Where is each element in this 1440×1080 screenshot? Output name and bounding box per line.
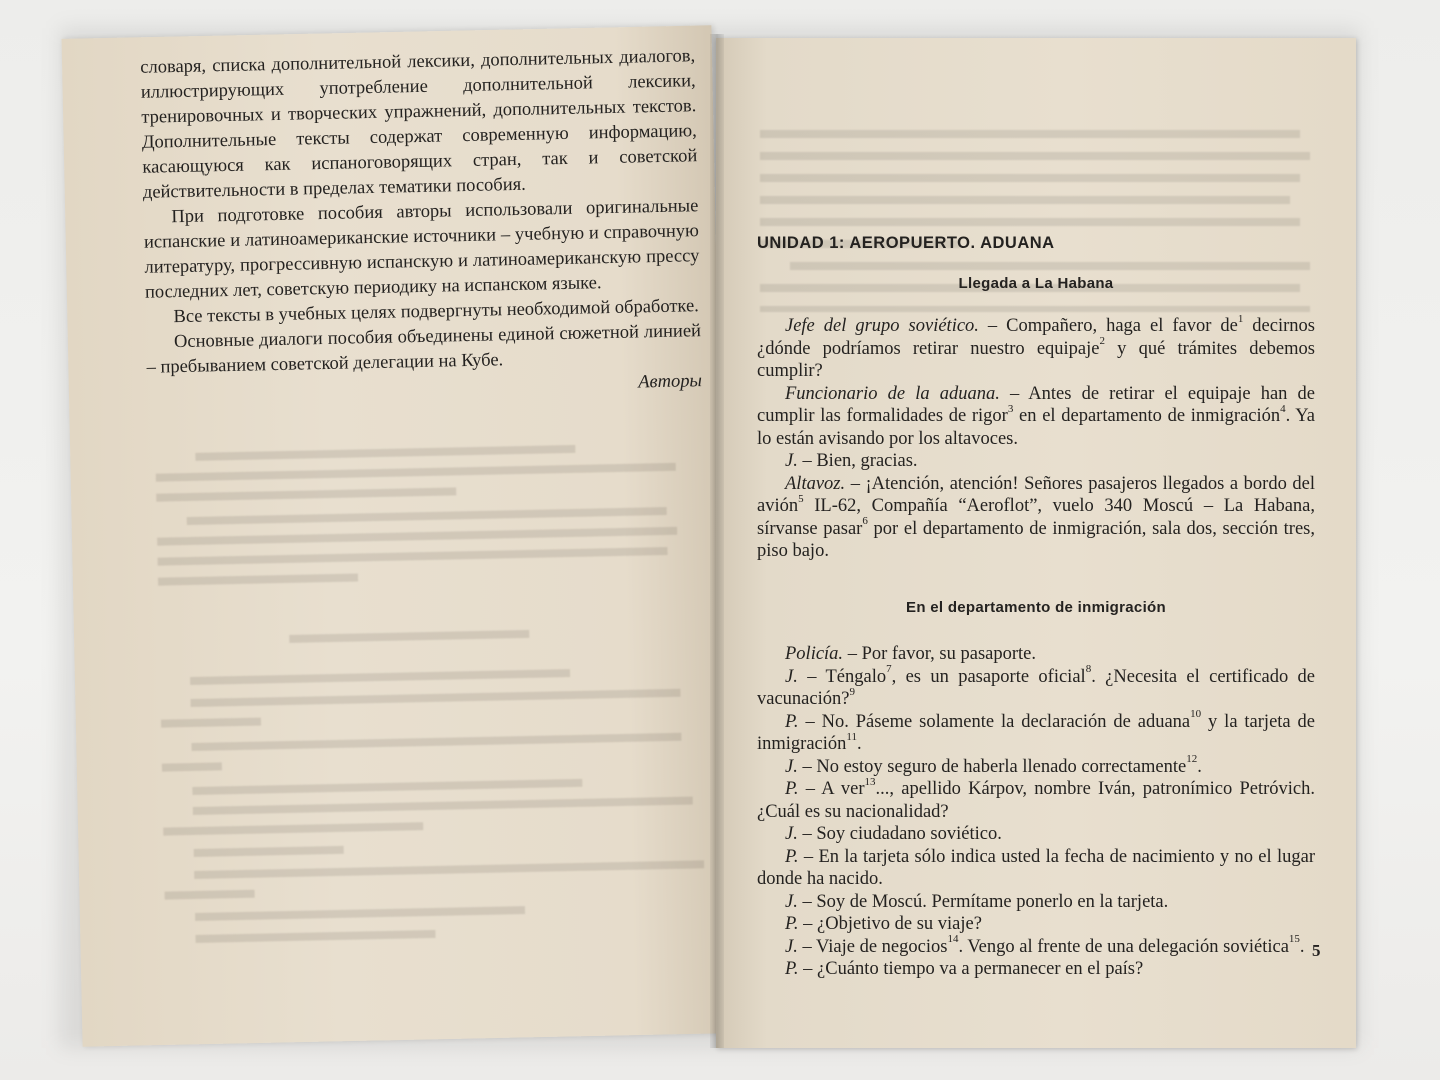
dialogue-line	[757, 708, 1315, 756]
line-text: – Bien, gracias.	[797, 451, 918, 471]
speaker-label: J.	[785, 756, 798, 777]
dialogue-line	[757, 473, 1315, 563]
dialogue-line	[757, 312, 1315, 383]
line-text: .	[1299, 936, 1305, 957]
speaker-label: Altavoz.	[785, 473, 846, 494]
footnote-marker: 13	[864, 775, 876, 788]
line-text: .	[1197, 756, 1202, 777]
line-text: ..., apellido Kárpov, nombre Iván, patronímico Petróvich. ¿Cuál es su nacionalidad?	[757, 779, 1315, 822]
dialogue-line	[757, 775, 1315, 823]
line-text: . ¿Necesita el certificado de vacunación?	[757, 666, 1316, 709]
dialogue-line	[757, 933, 1315, 959]
dialogue-line	[757, 643, 1315, 666]
right-page-text	[757, 226, 1315, 981]
footnote-marker: 10	[1190, 708, 1202, 721]
line-text: – Antes de retirar el equipaje han de cumplir las formalidades de rigor	[757, 383, 1315, 426]
bleed-through-texture-left	[155, 436, 706, 957]
book-gutter	[710, 34, 724, 1048]
line-text: – Compañero, haga el favor de	[978, 316, 1238, 336]
section-title-immigration: En el departamento de inmigración	[906, 598, 1166, 616]
line-text: – Viaje de negocios	[797, 936, 948, 957]
left-paragraph-4: Основные диалоги пособия объединены единой сюжетной линией – пребыванием советской делегации на Кубе.	[146, 321, 702, 378]
line-text: – Por favor, su pasaporte.	[843, 644, 1037, 664]
speaker-label: Policía.	[785, 644, 844, 664]
footnote-marker: 14	[947, 933, 959, 946]
speaker-label: P.	[785, 914, 799, 934]
line-text: decirnos ¿dónde podríamos retirar nuestro equipaje	[757, 316, 1315, 359]
footnote-marker: 2	[1099, 335, 1105, 348]
speaker-label: P.	[785, 846, 799, 867]
speaker-label: Jefe del grupo soviético.	[785, 316, 979, 336]
line-text: por el departamento de inmigración, sala dos, sección tres, piso bajo.	[757, 518, 1316, 561]
line-text: . Vengo al frente de una delegación soviética	[958, 936, 1289, 957]
speaker-label: P.	[785, 711, 799, 732]
line-text: y qué trámites debemos cumplir?	[757, 338, 1315, 381]
dialogue-arrival	[757, 312, 1316, 563]
left-paragraph-1: словаря, списка дополнительной лексики, дополнительных диалогов, иллюстрирующих употребление дополнительной лексики, тренировочных и творческих упражнений, дополнительных текстов. Дополнительные тексты содержат современную информацию, касающуюся как испаноговорящих стран, так и советской действительности в пределах тематики пособия.	[140, 46, 698, 203]
footnote-marker: 8	[1085, 663, 1092, 676]
left-paragraph-3: Все тексты в учебных целях подвергнуты необходимой обработке.	[173, 296, 700, 328]
dialogue-line	[757, 913, 1315, 936]
dialogue-line	[757, 846, 1315, 891]
line-text: – No. Páseme solamente la declaración de aduana	[798, 711, 1191, 732]
line-text: – Téngalo	[797, 666, 887, 687]
dialogue-line	[757, 958, 1315, 981]
dialogue-line	[757, 891, 1315, 914]
dialogue-line	[757, 383, 1315, 451]
line-text: .	[857, 734, 862, 754]
speaker-label: J.	[785, 936, 798, 957]
line-text: – No estoy seguro de haberla llenado correctamente	[797, 756, 1187, 777]
dialogue-immigration	[757, 643, 1315, 981]
page-number: 5	[1312, 941, 1321, 960]
speaker-label: J.	[785, 891, 798, 912]
line-text: – Soy de Moscú. Permítame ponerlo en la tarjeta.	[797, 891, 1169, 912]
dialogue-line	[757, 753, 1315, 779]
footnote-marker: 6	[862, 515, 868, 528]
left-paragraph-2: При подготовке пособия авторы использовали оригинальные испанские и латиноамериканские источники – учебную и справочную литературу, прогрессивную испанскую и латиноамериканскую прессу последних лет, советскую периодику на испанском языке.	[143, 196, 700, 303]
footnote-marker: 9	[849, 685, 855, 698]
footnote-marker: 4	[1280, 402, 1286, 415]
speaker-label: Funcionario de la aduana.	[785, 383, 1000, 404]
speaker-label: P.	[785, 959, 799, 979]
line-text: – A ver	[798, 779, 865, 799]
footnote-marker: 5	[798, 492, 804, 505]
footnote-marker: 11	[846, 730, 857, 743]
section-title-arrival: Llegada a La Habana	[958, 274, 1114, 292]
footnote-marker: 3	[1007, 402, 1014, 415]
footnote-marker: 7	[886, 663, 892, 676]
dialogue-line	[757, 663, 1316, 711]
line-text: – ¿Cuánto tiempo va a permanecer en el país?	[798, 959, 1144, 979]
line-text: – Soy ciudadano soviético.	[797, 824, 1002, 844]
speaker-label: J.	[785, 824, 798, 844]
line-text: – ¡Atención, atención! Señores pasajeros llegados a bordo del avión	[757, 473, 1315, 516]
dialogue-line	[757, 450, 1315, 473]
line-text: . Ya lo están avisando por los altavoces.	[757, 406, 1316, 449]
speaker-label: P.	[785, 779, 799, 799]
speaker-label: J.	[785, 666, 798, 687]
line-text: IL-62, Compañía “Aeroflot”, vuelo 340 Moscú – La Habana, sírvanse pasar	[757, 496, 1315, 539]
signature-authors: Авторы	[638, 371, 703, 393]
speaker-label: J.	[785, 451, 798, 471]
footnote-marker: 1	[1237, 312, 1244, 325]
left-page-bleed-through	[154, 386, 706, 957]
line-text: , es un pasaporte oficial	[891, 666, 1086, 687]
footnote-marker: 12	[1186, 753, 1198, 766]
footnote-marker: 15	[1288, 933, 1300, 946]
line-text: – En la tarjeta sólo indica usted la fecha de nacimiento y no el lugar donde ha nacido.	[757, 846, 1315, 889]
line-text: y la tarjeta de inmigración	[757, 711, 1315, 754]
line-text: – ¿Objetivo de su viaje?	[798, 914, 982, 934]
unit-title: UNIDAD 1: AEROPUERTO. ADUANA	[757, 234, 1055, 252]
line-text: en el departamento de inmigración	[1013, 406, 1281, 426]
left-page-text	[140, 44, 702, 406]
dialogue-line	[757, 823, 1315, 846]
